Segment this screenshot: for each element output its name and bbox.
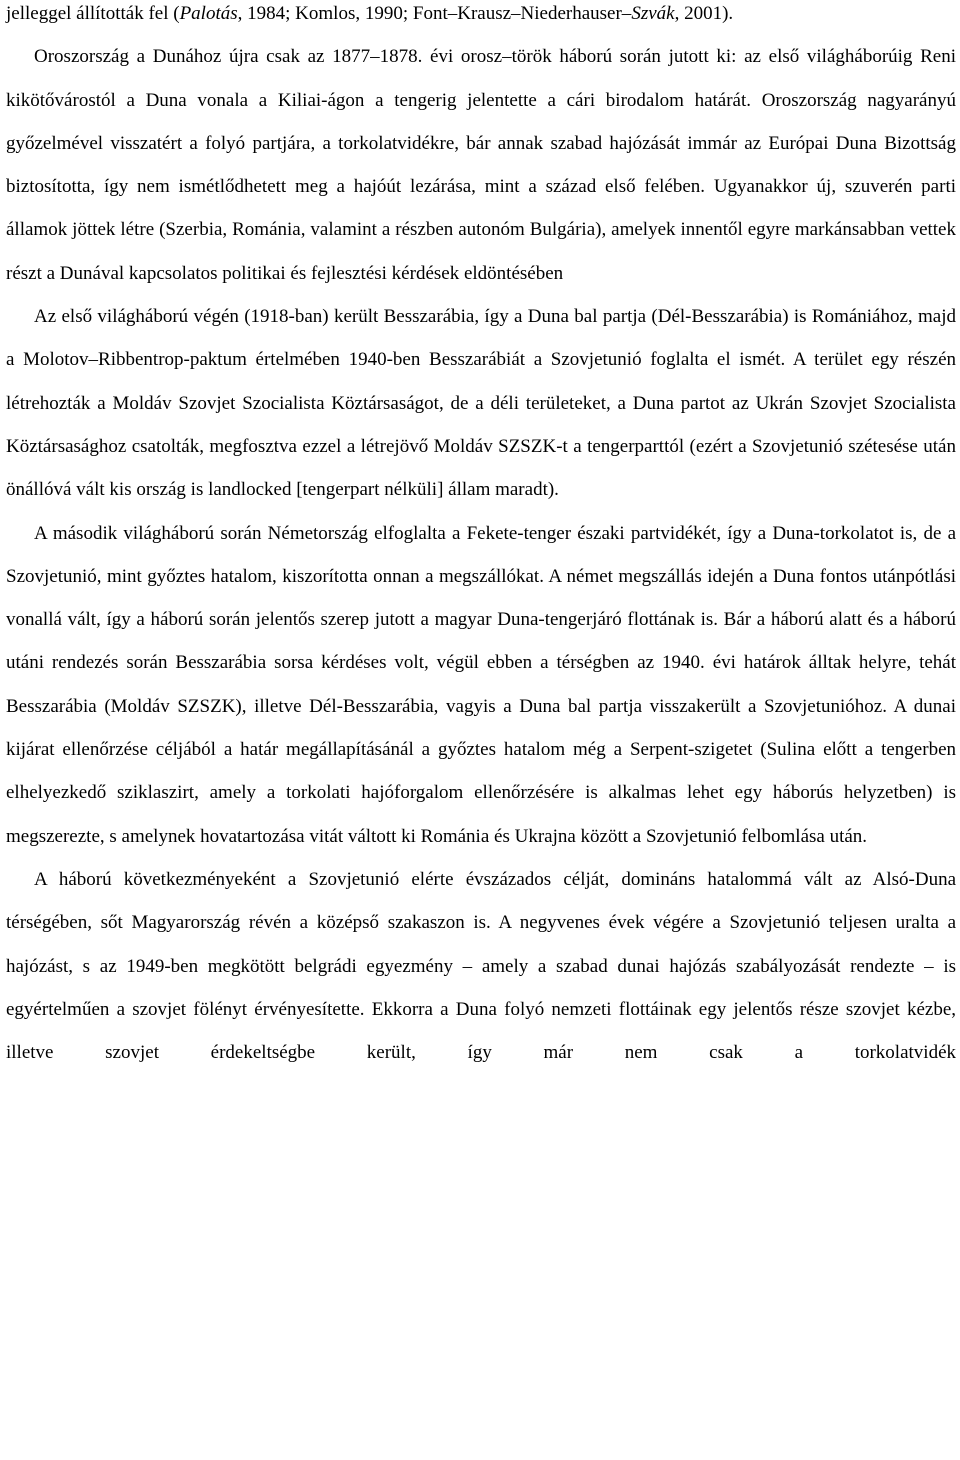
citation-text: , 1984; Komlos, 1990; Font–Krausz–Niederhauser– xyxy=(237,3,632,24)
paragraph-russia-danube: Oroszország a Dunához újra csak az 1877–1878. évi orosz–török háború során jutott ki: az első világháborúig Reni kikötővárostól a Duna vonala a Kiliai-ágon a tengerig jelentette a cári birodalom határát. Oroszország nagyarányú győzelmével visszatért a folyó partjára, a torkolatvidékre, bár annak szabad hajózását immár az Európai Duna Bizottság biztosította, így nem ismétlődhetett meg a hajóút lezárása, mint a század első felében. Ugyanakkor új, szuverén parti államok jöttek létre (Szerbia, Románia, valamint a részben autonóm Bulgária), amelyek innentől egyre markánsabban vettek részt a Dunával kapcsolatos politikai és fejlesztési kérdések eldöntésében xyxy=(6,46,956,284)
paragraph-bessarabia: Az első világháború végén (1918-ban) került Besszarábia, így a Duna bal partja (Dél-Besszarábia) is Romániához, majd a Molotov–Ribbentrop-paktum értelmében 1940-ben Besszarábiát a Szovjetunió foglalta el ismét. A terület egy részén létrehozták a Moldáv Szovjet Szocialista Köztársaságot, de a déli területeket, a Duna partot az Ukrán Szovjet Szocialista Köztársasághoz csatolták, megfosztva ezzel a létrejövő Moldáv SZSZK-t a tengerparttól (ezért a Szovjetunió szétesése után önállóvá vált kis ország is landlocked [tengerpart nélküli] állam maradt). xyxy=(6,306,956,501)
paragraph-soviet-dominance: A háború következményeként a Szovjetunió elérte évszázados célját, domináns hatalommá vált az Alsó-Duna térségében, sőt Magyarország révén a középső szakaszon is. A negyvenes évek végére a Szovjetunió teljesen uralta a hajózást, s az 1949-ben megkötött belgrádi egyezmény – amely a szabad dunai hajózás szabályozását rendezte – is egyértelműen a szovjet fölényt érvényesítette. Ekkorra a Duna folyó nemzeti flottáinak egy jelentős része szovjet kézbe, illetve szovjet érdekeltségbe került, így már nem csak a torkolatvidék xyxy=(6,868,956,1064)
paragraph-second-world-war: A második világháború során Németország elfoglalta a Fekete-tenger északi partvidékét, így a Duna-torkolatot is, de a Szovjetunió, mint győztes hatalom, kiszorította onnan a megszállókat. A német megszállás idején a Duna fontos utánpótlási vonallá vált, így a háború során jelentős szerep jutott a magyar Duna-tengerjáró flottának is. Bár a háború alatt és a háború utáni rendezés során Besszarábia sorsa kérdéses volt, végül ebben a térségben az 1940. évi határok álltak helyre, tehát Besszarábia (Moldáv SZSZK), illetve Dél-Besszarábia, vagyis a Duna bal partja visszakerült a Szovjetunióhoz. A dunai kijárat ellenőrzése céljából a határ megállapításánál a győztes hatalom még a Serpent-szigetet (Sulina előtt a tengerben elhelyezkedő sziklaszirt, amely a torkolati hajóforgalom ellenőrzésére is alkalmas lehet egy háborús helyzetben) is megszerezte, s amelynek hovatartozása vitát váltott ki Románia és Ukrajna között a Szovjetunió felbomlása után. xyxy=(6,522,956,847)
document-page xyxy=(6,0,956,1074)
paragraph-citation-end xyxy=(6,0,956,35)
citation-text: , 2001). xyxy=(674,3,734,24)
citation-text: jelleggel állították fel ( xyxy=(6,3,180,24)
citation-author-italic: Palotás xyxy=(179,3,238,24)
citation-author-italic: Szvák xyxy=(631,3,675,24)
